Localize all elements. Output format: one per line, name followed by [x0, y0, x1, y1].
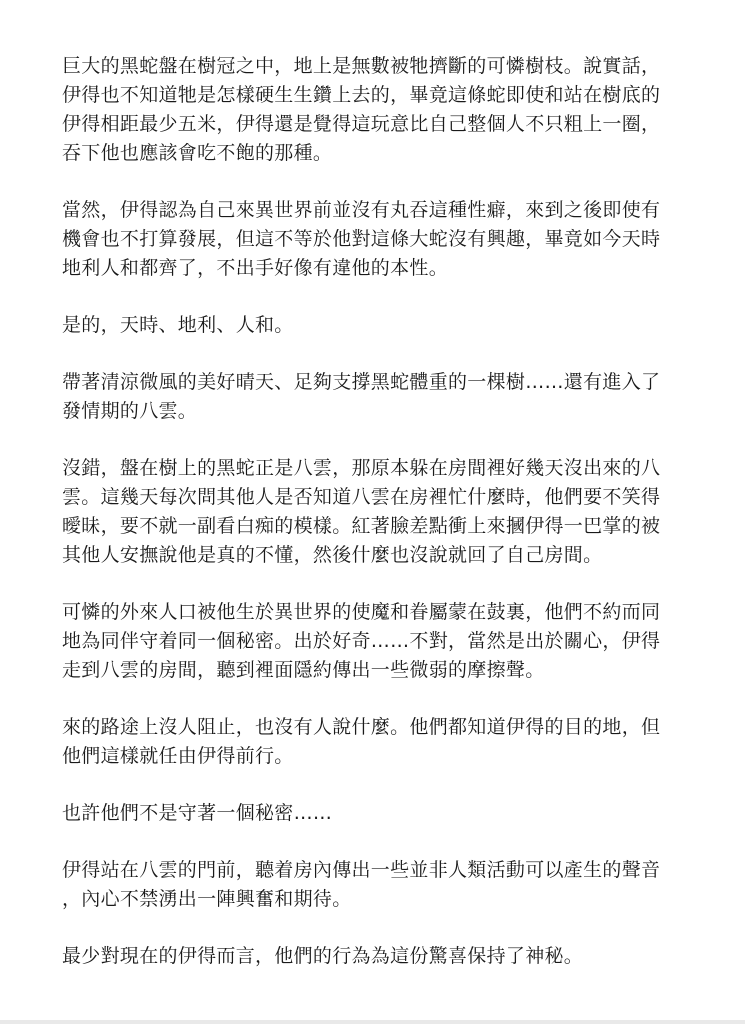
paragraph-line: 機會也不打算發展，但這不等於他對這條大蛇沒有興趣，畢竟如今天時 [62, 228, 661, 250]
paragraph-line: 地利人和都齊了，不出手好像有違他的本性。 [62, 257, 449, 279]
paragraph-line: 也許他們不是守著一個秘密…… [62, 802, 333, 824]
paragraph-line: 伊得站在八雲的門前，聽着房內傳出一些並非人類活動可以產生的聲音 [62, 859, 661, 881]
paragraph-line: 地為同伴守着同一個秘密。出於好奇……不對，當然是出於關心，伊得 [62, 630, 661, 652]
bottom-divider [0, 1020, 745, 1024]
paragraph-line: 可憐的外來人口被他生於異世界的使魔和眷屬蒙在鼓裏，他們不約而同 [62, 601, 661, 623]
paragraph-line: 雲。這幾天每次問其他人是否知道八雲在房裡忙什麼時，他們要不笑得 [62, 486, 661, 508]
paragraph [62, 368, 685, 426]
paragraph-line: 走到八雲的房間，聽到裡面隱約傳出一些微弱的摩擦聲。 [62, 659, 545, 681]
paragraph [62, 799, 685, 828]
paragraph-line: 沒錯，盤在樹上的黑蛇正是八雲，那原本躲在房間裡好幾天沒出來的八 [62, 457, 661, 479]
paragraph-line: 吞下他也應該會吃不飽的那種。 [62, 142, 333, 164]
paragraph-line: 其他人安撫說他是真的不懂，然後什麼也沒說就回了自己房間。 [62, 544, 603, 566]
paragraph-line: 當然，伊得認為自己來異世界前並沒有丸吞這種性癖，來到之後即使有 [62, 199, 661, 221]
paragraph [62, 856, 685, 914]
paragraph [62, 942, 685, 971]
document-body [62, 52, 685, 971]
paragraph [62, 713, 685, 771]
paragraph-line: 曖昧，要不就一副看白痴的模樣。紅著臉差點衝上來摑伊得一巴掌的被 [62, 515, 661, 537]
paragraph [62, 196, 685, 283]
paragraph-line: 帶著清涼微風的美好晴天、足夠支撐黑蛇體重的一棵樹……還有進入了 [62, 371, 661, 393]
paragraph-line: 巨大的黑蛇盤在樹冠之中，地上是無數被牠擠斷的可憐樹枝。說實話， [62, 55, 661, 77]
paragraph-line: 來的路途上沒人阻止，也沒有人說什麼。他們都知道伊得的目的地，但 [62, 716, 661, 738]
paragraph-line: 伊得也不知道牠是怎樣硬生生鑽上去的，畢竟這條蛇即使和站在樹底的 [62, 84, 661, 106]
paragraph-line: ，內心不禁湧出一陣興奮和期待。 [62, 888, 352, 910]
paragraph-line: 伊得相距最少五米，伊得還是覺得這玩意比自己整個人不只粗上一圈， [62, 113, 661, 135]
paragraph [62, 52, 685, 168]
paragraph [62, 454, 685, 570]
paragraph-line: 他們這樣就任由伊得前行。 [62, 745, 294, 767]
paragraph-line: 發情期的八雲。 [62, 400, 198, 422]
paragraph-line: 最少對現在的伊得而言，他們的行為為這份驚喜保持了神秘。 [62, 945, 584, 967]
paragraph-line: 是的，天時、地利、人和。 [62, 314, 294, 336]
paragraph [62, 311, 685, 340]
paragraph [62, 598, 685, 685]
